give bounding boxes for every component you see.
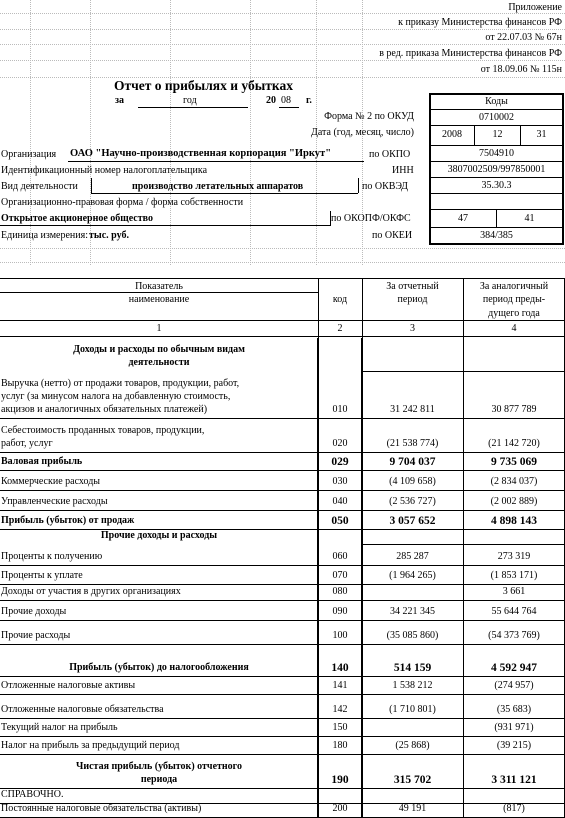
col-prev-header-c: дущего года: [488, 308, 540, 319]
row-current-value: (25 868): [395, 740, 430, 751]
row-code: 029: [331, 456, 349, 468]
header-line-4: в ред. приказа Министерства финансов РФ: [379, 48, 562, 59]
row-code: 010: [332, 404, 348, 415]
row-previous-value: (35 683): [496, 704, 532, 715]
org-inn-label: Идентификационный номер налогоплательщика: [1, 165, 208, 176]
col-code-header: код: [332, 294, 348, 305]
row-current-value: 31 242 811: [390, 404, 435, 415]
row-current-value: (21 538 774): [386, 438, 439, 449]
row-current-value: (4 109 658): [389, 476, 436, 487]
row-current-value: 9 704 037: [389, 456, 436, 468]
form-label: Организационно-правовая форма / форма собственности: [1, 197, 244, 208]
row-code: 190: [331, 774, 349, 786]
row-label: Доходы и расходы по обычным видам: [73, 344, 245, 355]
period-year-suffix: 08: [281, 95, 291, 106]
row-code: 090: [332, 606, 348, 617]
okpo-value: 7504910: [479, 148, 514, 159]
row-label: Отложенные налоговые обязательства: [1, 704, 164, 715]
row-current-value: (1 964 265): [389, 570, 436, 581]
row-previous-value: (39 215): [496, 740, 532, 751]
okved-label: по ОКВЭД: [362, 181, 408, 192]
row-previous-value: 9 735 069: [491, 456, 537, 468]
okfs-value: 41: [524, 213, 535, 224]
row-previous-value: (21 142 720): [488, 438, 540, 449]
okopf-label: по ОКОПФ/ОКФС: [331, 213, 411, 224]
activity-label: Вид деятельности: [1, 181, 78, 192]
row-label: периода: [140, 774, 178, 785]
row-current-value: (35 085 860): [386, 630, 439, 641]
row-label: деятельности: [128, 357, 190, 368]
row-label: Коммерческие расходы: [1, 476, 101, 487]
row-label: Проценты к получению: [1, 551, 103, 562]
row-label: Себестоимость проданных товаров, продукции,: [1, 425, 205, 436]
row-previous-value: 4 592 947: [491, 662, 537, 674]
form-value: Открытое акционерное общество: [1, 213, 153, 224]
row-code: 141: [332, 680, 348, 691]
row-label: Прочие доходы и расходы: [100, 530, 218, 541]
row-label: Доходы от участия в других организациях: [1, 586, 181, 597]
org-name: ОАО "Научно-производственная корпорация "Иркут": [70, 148, 332, 159]
row-previous-value: (817): [503, 803, 525, 814]
col-current-header-b: период: [397, 294, 428, 305]
row-label: Прибыль (убыток) от продаж: [1, 515, 135, 526]
row-previous-value: (2 834 037): [490, 476, 538, 487]
row-previous-value: 3 661: [502, 586, 526, 597]
header-line-5: от 18.09.06 № 115н: [480, 64, 562, 75]
row-code: 180: [332, 740, 348, 751]
col-num-1: 1: [156, 323, 162, 334]
row-code: 050: [331, 515, 349, 527]
row-label: Постоянные налоговые обязательства (активы): [1, 803, 202, 814]
okei-value: 384/385: [480, 230, 513, 241]
okpo-label: по ОКПО: [369, 149, 411, 160]
row-current-value: 315 702: [393, 774, 432, 786]
okopf-value: 47: [458, 213, 468, 224]
row-code: 040: [332, 496, 348, 507]
row-code: 200: [332, 803, 348, 814]
row-label: акцизов и аналогичных обязательных платежей): [1, 404, 208, 415]
col-num-2: 2: [337, 323, 343, 334]
row-code: 100: [332, 630, 348, 641]
row-label: Отложенные налоговые активы: [1, 680, 136, 691]
row-code: 142: [332, 704, 348, 715]
col-prev-header-a: За аналогичный: [479, 281, 549, 292]
row-previous-value: (274 957): [494, 680, 534, 691]
period-prefix: за: [115, 95, 125, 106]
row-previous-value: (931 971): [494, 722, 534, 733]
date-year: 2008: [442, 129, 462, 140]
date-day: 31: [536, 129, 547, 140]
row-current-value: 514 159: [393, 662, 432, 674]
row-code: 020: [332, 438, 348, 449]
row-label: Управленческие расходы: [1, 496, 108, 507]
inn-value: 3807002509/997850001: [447, 164, 546, 175]
row-current-value: 49 191: [398, 803, 427, 814]
row-label: Валовая прибыль: [1, 456, 83, 467]
row-label: СПРАВОЧНО.: [1, 789, 64, 800]
row-previous-value: 55 644 764: [491, 606, 537, 617]
date-month: 12: [492, 129, 503, 140]
unit-value: тыс. руб.: [89, 230, 129, 241]
report-title: Отчет о прибылях и убытках: [114, 78, 293, 93]
row-current-value: 285 287: [396, 551, 429, 562]
col-num-4: 4: [511, 323, 517, 334]
row-code: 070: [332, 570, 348, 581]
col-indicator-header: Показатель: [135, 281, 183, 292]
col-current-header-a: За отчетный: [386, 281, 439, 292]
date-label: Дата (год, месяц, число): [311, 127, 414, 138]
org-label: Организация: [1, 149, 57, 160]
row-previous-value: (1 853 171): [490, 570, 538, 581]
row-previous-value: 273 319: [497, 551, 531, 562]
codes-header: Коды: [485, 96, 508, 107]
col-prev-header-b: период преды-: [482, 294, 546, 305]
period-suffix: г.: [306, 95, 312, 106]
row-previous-value: (2 002 889): [490, 496, 538, 507]
header-line-3: от 22.07.03 № 67н: [485, 32, 562, 43]
row-label: Текущий налог на прибыль: [1, 722, 118, 733]
unit-label: Единица измерения:: [1, 230, 88, 241]
col-num-3: 3: [410, 323, 415, 334]
row-label: Налог на прибыль за предыдущий период: [1, 740, 180, 751]
period-year-prefix: 20: [266, 95, 276, 106]
okud-label: Форма № 2 по ОКУД: [324, 111, 414, 122]
row-current-value: 3 057 652: [389, 515, 436, 527]
col-name-header: наименование: [128, 294, 190, 305]
row-code: 030: [332, 476, 348, 487]
row-label: работ, услуг: [1, 438, 53, 449]
row-previous-value: 30 877 789: [491, 404, 537, 415]
row-code: 140: [331, 662, 349, 674]
row-previous-value: 3 311 121: [491, 774, 537, 786]
row-code: 060: [332, 551, 348, 562]
row-label: Чистая прибыль (убыток) отчетного: [76, 761, 242, 772]
row-previous-value: (54 373 769): [488, 630, 540, 641]
row-current-value: (2 536 727): [389, 496, 436, 507]
okud-value: 0710002: [479, 112, 514, 123]
row-label: Прочие доходы: [1, 606, 67, 617]
row-label: услуг (за минусом налога на добавленную стоимость,: [1, 391, 231, 402]
okved-value: 35.30.3: [481, 180, 512, 191]
row-label: Прочие расходы: [1, 630, 71, 641]
header-line-2: к приказу Министерства финансов РФ: [398, 17, 562, 28]
row-previous-value: 4 898 143: [491, 515, 537, 527]
row-code: 080: [332, 586, 348, 597]
period-year-word: год: [183, 95, 197, 106]
okei-label: по ОКЕИ: [372, 230, 413, 241]
row-current-value: 34 221 345: [390, 606, 435, 617]
row-label: Выручка (нетто) от продажи товаров, продукции, работ,: [1, 378, 240, 389]
activity-value: производство летательных аппаратов: [132, 181, 304, 192]
row-current-value: (1 710 801): [389, 704, 436, 715]
inn-label: ИНН: [392, 165, 414, 176]
row-label: Проценты к уплате: [1, 570, 83, 581]
row-label: Прибыль (убыток) до налогообложения: [69, 662, 249, 673]
row-current-value: 1 538 212: [392, 680, 433, 691]
header-line-1: Приложение: [508, 2, 562, 13]
row-code: 150: [332, 722, 348, 733]
